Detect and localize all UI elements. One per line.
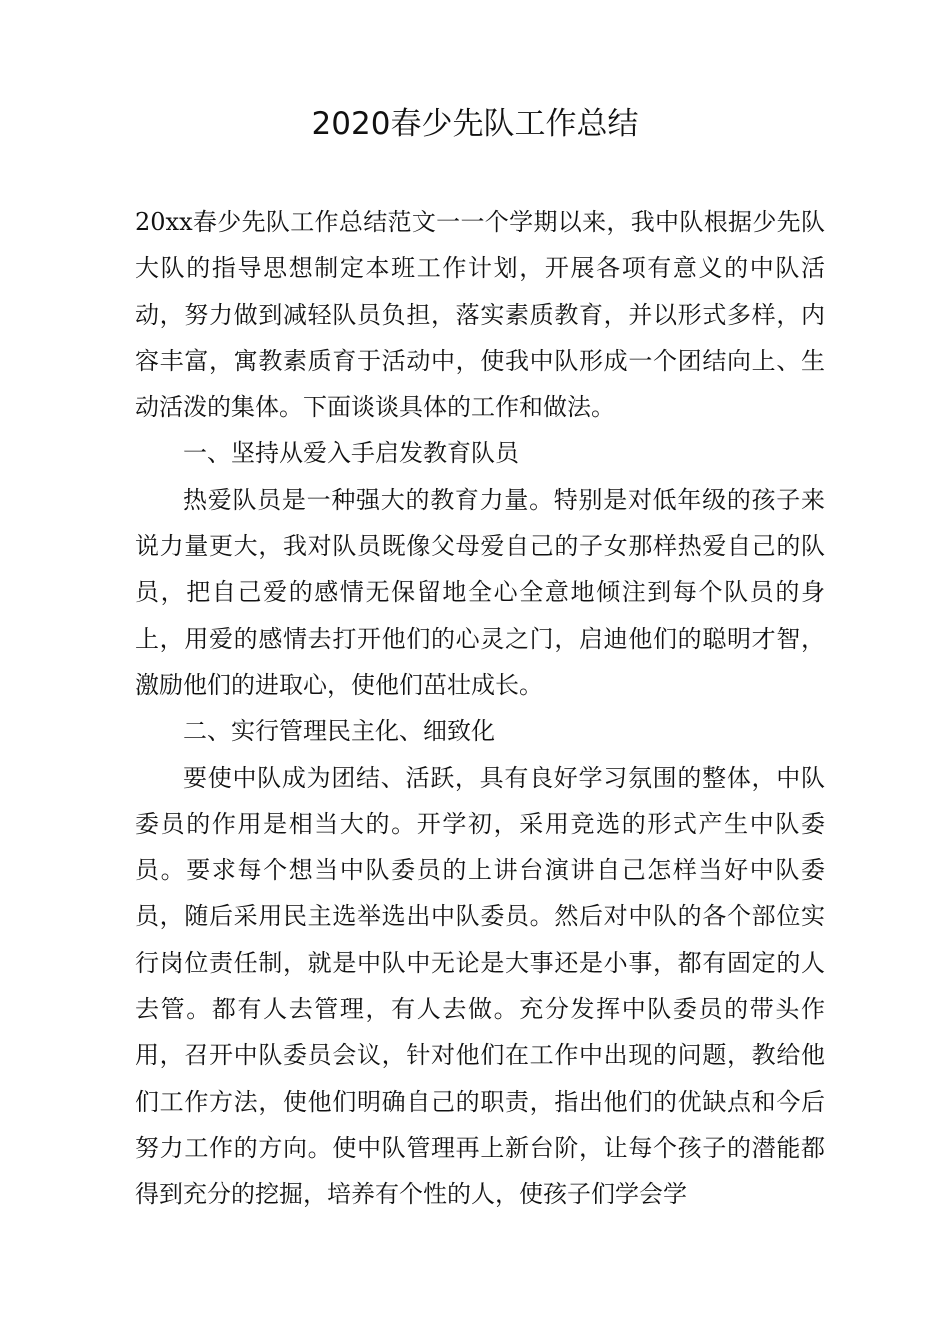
section-paragraph-1: 热爱队员是一种强大的教育力量。特别是对低年级的孩子来说力量更大，我对队员既像父母爱自己的子女那样热爱自己的队员，把自己爱的感情无保留地全心全意地倾注到每个队员的身上，用爱的感情去打开他们的心灵之门，启迪他们的聪明才智，激励他们的进取心，使他们茁壮成长。 bbox=[135, 485, 825, 699]
document-title: 2020春少先队工作总结 bbox=[311, 106, 639, 142]
section-heading-2: 二、实行管理民主化、细致化 bbox=[183, 717, 495, 746]
document-body bbox=[135, 199, 825, 1218]
section-paragraph-2: 要使中队成为团结、活跃，具有良好学习氛围的整体，中队委员的作用是相当大的。开学初，采用竞选的形式产生中队委员。要求每个想当中队委员的上讲台演讲自己怎样当好中队委员，随后采用民主选举选出中队委员。然后对中队的各个部位实行岗位责任制，就是中队中无论是大事还是小事，都有固定的人去管。都有人去管理，有人去做。充分发挥中队委员的带头作用，召开中队委员会议，针对他们在工作中出现的问题，教给他们工作方法，使他们明确自己的职责，指出他们的优缺点和今后努力工作的方向。使中队管理再上新台阶，让每个孩子的潜能都得到充分的挖掘，培养有个性的人，使孩子们学会学 bbox=[135, 763, 825, 1209]
section-heading-1: 一、坚持从爱入手启发教育队员 bbox=[183, 439, 519, 468]
intro-paragraph: 20xx春少先队工作总结范文一一个学期以来，我中队根据少先队大队的指导思想制定本班工作计划，开展各项有意义的中队活动，努力做到减轻队员负担，落实素质教育，并以形式多样，内容丰富，寓教素质育于活动中，使我中队形成一个团结向上、生动活泼的集体。下面谈谈具体的工作和做法。 bbox=[135, 208, 825, 422]
